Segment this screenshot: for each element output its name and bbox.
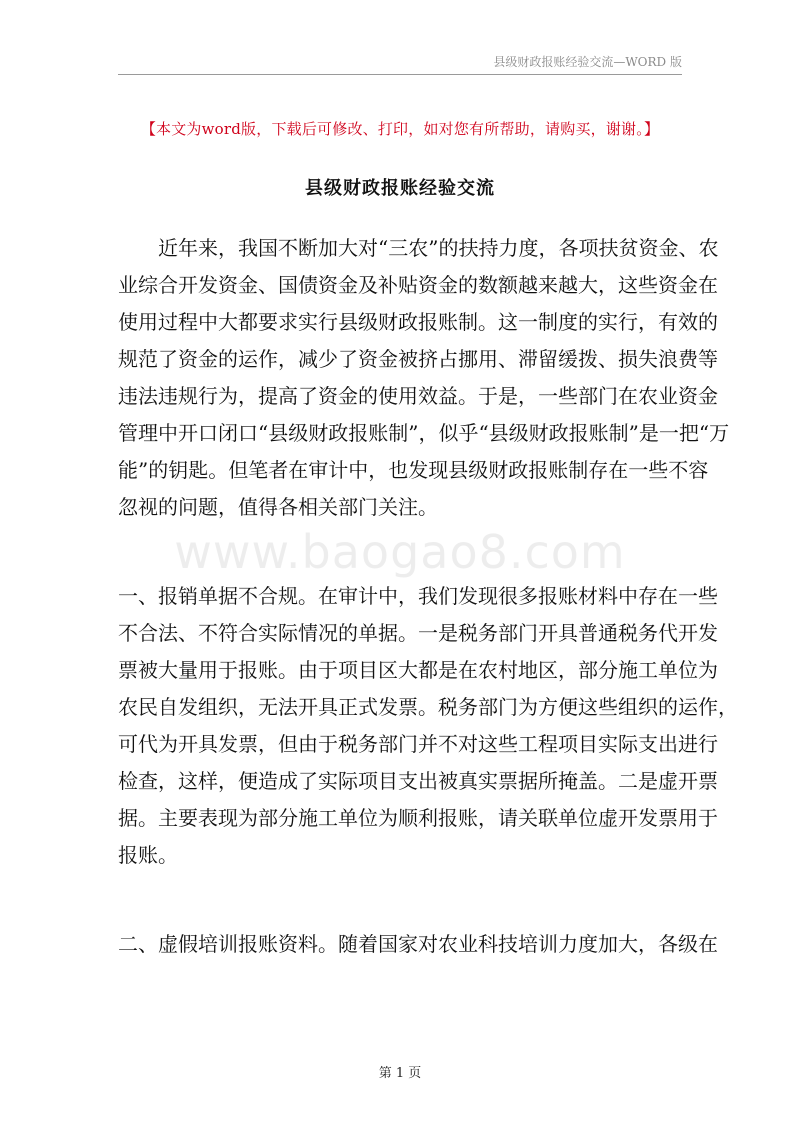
text-line: 农民自发组织，无法开具正式发票。税务部门为方便这些组织的运作， [118,695,738,719]
text-line: 二、虚假培训报账资料。随着国家对农业科技培训力度加大，各级在 [118,932,718,956]
text-line: 不合法、不符合实际情况的单据。一是税务部门开具普通税务代开发 [118,621,718,645]
watermark: www.baogao8.com [174,525,626,579]
paragraph-section-2 [118,926,718,963]
text-line: 管理中开口闭口“县级财政报账制”，似乎“县级财政报账制”是一把“万 [118,421,730,445]
paragraph-section-1 [118,578,738,874]
document-body [118,230,738,963]
text-line: 违法违规行为，提高了资金的使用效益。于是，一些部门在农业资金 [118,384,718,408]
text-line: 一、报销单据不合规。在审计中，我们发现很多报账材料中存在一些 [118,584,718,608]
text-line: 票被大量用于报账。由于项目区大都是在农村地区，部分施工单位为 [118,658,718,682]
text-line: 近年来，我国不断加大对“三农”的扶持力度，各项扶贫资金、农 [158,236,719,260]
text-line: 报账。 [118,843,178,867]
page-number: 第 1 页 [378,1066,422,1081]
text-line: 使用过程中大都要求实行县级财政报账制。这一制度的实行，有效的 [118,310,718,334]
text-line: 忽视的问题，值得各相关部门关注。 [118,495,438,519]
paragraph-intro [118,230,730,526]
text-line: 据。主要表现为部分施工单位为顺利报账，请关联单位虚开发票用于 [118,806,718,830]
text-line: 检查，这样，便造成了实际项目支出被真实票据所掩盖。二是虚开票 [118,769,718,793]
text-line: 可代为开具发票，但由于税务部门并不对这些工程项目实际支出进行 [118,732,718,756]
running-header: 县级财政报账经验交流—WORD 版 [493,55,682,69]
text-line: 能”的钥匙。但笔者在审计中，也发现县级财政报账制存在一些不容 [118,458,709,482]
paragraph-spacer [118,526,684,578]
text-line: 业综合开发资金、国债资金及补贴资金的数额越来越大，这些资金在 [118,273,718,297]
text-line: 规范了资金的运作，减少了资金被挤占挪用、滞留缓拨、损失浪费等 [118,347,718,371]
header-divider [118,74,682,75]
purchase-notice: 【本文为word版，下载后可修改、打印，如对您有所帮助，请购买，谢谢。】 [140,120,660,138]
document-title: 县级财政报账经验交流 [305,178,495,199]
paragraph-spacer [118,874,684,926]
